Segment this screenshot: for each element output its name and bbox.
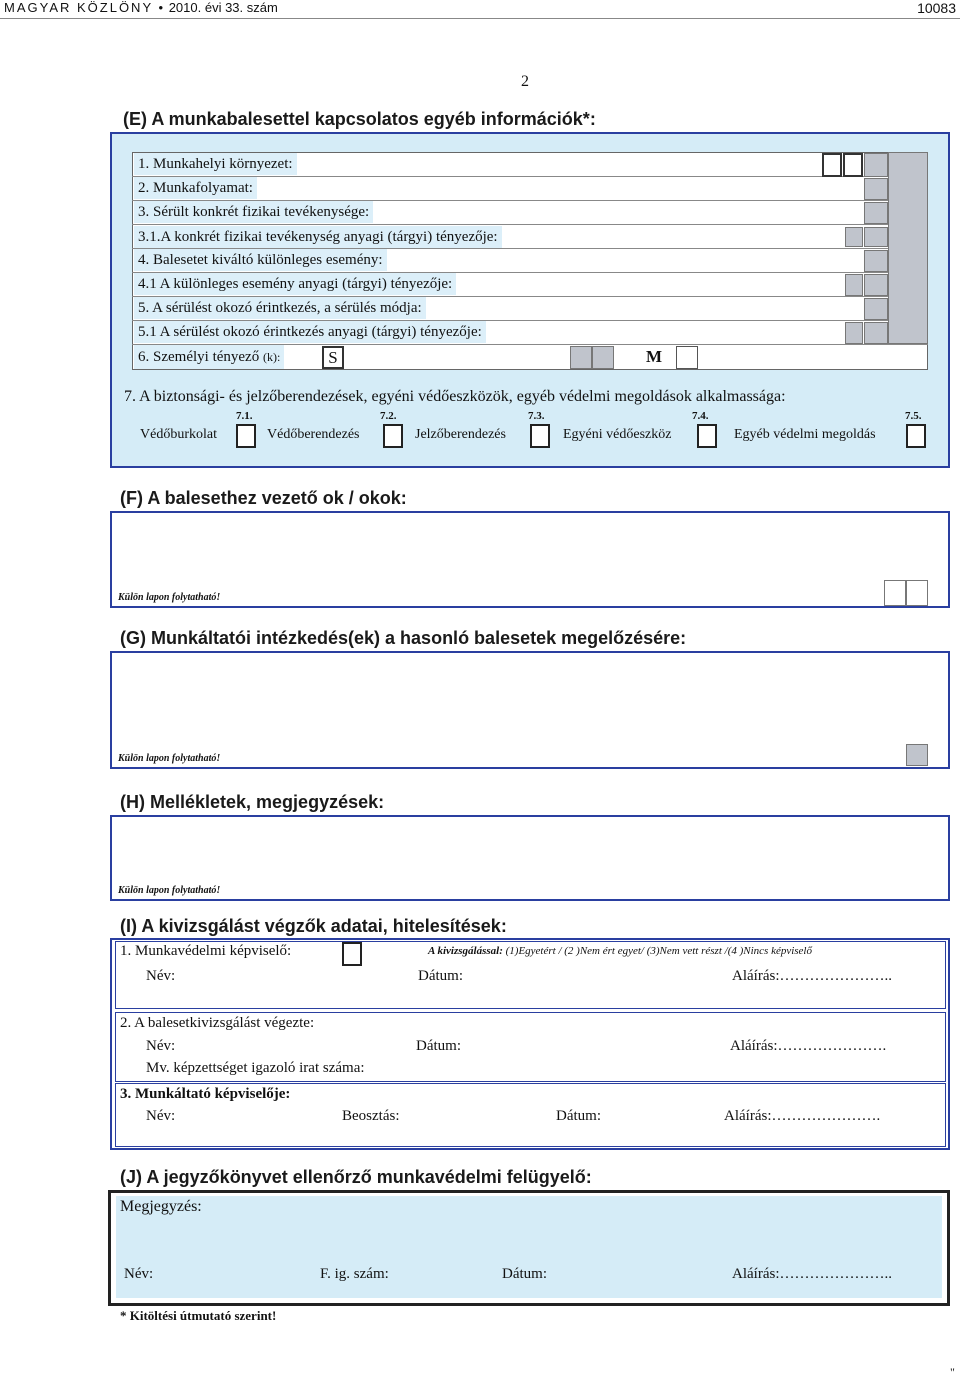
code-cell[interactable] [864,227,888,247]
section-f-title: (F) A balesethez vezető ok / okok: [120,488,407,508]
form-page-number: 2 [521,73,529,90]
code-cell[interactable] [843,153,863,177]
corner-mark: " [950,1365,955,1379]
section-e-title: (E) A munkabalesettel kapcsolatos egyéb információk*: [123,109,596,129]
opt-7-2-checkbox[interactable] [383,424,403,448]
row-2-label: 2. Munkafolyamat: [134,177,257,199]
row-31-label: 3.1.A konkrét fizikai tevékenység anyagi (tárgyi) tényezője: [134,226,502,248]
row-divider [132,272,928,273]
section-g-title: (G) Munkáltatói intézkedés(ek) a hasonló balesetek megelőzésére: [120,628,687,648]
row-41-label: 4.1 A különleges esemény anyagi (tárgyi) tényezője: [134,273,456,295]
code-cell[interactable] [845,322,863,344]
row-divider [132,320,928,321]
section-h-note: Külön lapon folytatható! [118,885,221,896]
p2-label: 2. A balesetkivizsgálást végezte: [120,1015,315,1031]
p1-legend: A kivizsgálással: (1)Egyetért / (2 )Nem ért egyet/ (3)Nem vett részt /(4 )Nincs képviselő [428,945,812,957]
p1-alairas: Aláírás:………………….. [732,968,892,984]
opt-7-5-label: Egyéb védelmi megoldás [734,427,876,442]
section-f-note: Külön lapon folytatható! [118,592,221,603]
opt-7-5-num: 7.5. [905,410,922,422]
opt-7-4-num: 7.4. [692,410,709,422]
opt-7-3-num: 7.3. [528,410,545,422]
row-3-label: 3. Sérült konkrét fizikai tevékenysége: [134,201,373,223]
header-divider [0,18,960,19]
p3-alairas: Aláírás:…………………. [724,1108,881,1124]
p2-nev: Név: [146,1038,176,1054]
p3-beosztas: Beosztás: [342,1108,400,1124]
opt-7-1-num: 7.1. [236,410,253,422]
section-g-note: Külön lapon folytatható! [118,753,221,764]
row-1-label: 1. Munkahelyi környezet: [134,153,297,175]
row-divider [132,176,928,177]
j-alairas: Aláírás:………………….. [732,1266,892,1282]
code-cell[interactable] [864,202,888,224]
section-h-title: (H) Mellékletek, megjegyzések: [120,792,385,812]
code-cell[interactable] [884,580,906,606]
row-6-cell[interactable] [592,346,614,369]
item-7-title: 7. A biztonsági- és jelzőberendezések, egyéni védőeszközök, egyéb védelmi megoldások alkalmassága: [124,388,786,405]
opt-7-1-checkbox[interactable] [236,424,256,448]
opt-7-5-checkbox[interactable] [906,424,926,448]
p3-nev: Név: [146,1108,176,1124]
code-cell[interactable] [864,298,888,320]
section-i-title: (I) A kivizsgálást végzők adatai, hitelesítések: [120,916,507,936]
row-6-m-label: M [646,347,663,366]
row-6-cell[interactable] [570,346,592,369]
code-cell[interactable] [906,580,928,606]
code-cell[interactable] [845,227,863,247]
row-6-label: 6. Személyi tényező (k): [134,345,284,369]
code-cell[interactable] [864,322,888,344]
code-cell[interactable] [864,178,888,200]
p1-label: 1. Munkavédelmi képviselő: [120,943,292,959]
p2-mv: Mv. képzettséget igazoló irat száma: [146,1060,365,1076]
p2-alairas: Aláírás:…………………. [730,1038,887,1054]
p1-checkbox[interactable] [342,942,362,966]
row-divider [132,296,928,297]
j-figszam: F. ig. szám: [320,1266,389,1282]
row-4-label: 4. Balesetet kiváltó különleges esemény: [134,249,387,271]
p1-datum: Dátum: [418,968,463,984]
opt-7-4-checkbox[interactable] [697,424,717,448]
opt-7-4-label: Egyéni védőeszköz [563,427,672,442]
opt-7-3-checkbox[interactable] [530,424,550,448]
p3-label: 3. Munkáltató képviselője: [120,1086,291,1102]
row-divider [132,224,928,225]
code-cell[interactable] [864,153,888,177]
j-datum: Dátum: [502,1266,547,1282]
row-divider [132,248,928,249]
opt-7-2-label: Védőberendezés [267,427,360,442]
row-5-label: 5. A sérülést okozó érintkezés, a sérülés módja: [134,297,426,319]
j-nev: Név: [124,1266,154,1282]
section-j-title: (J) A jegyzőkönyvet ellenőrző munkavédelmi felügyelő: [120,1167,592,1187]
page-header-number: 10083 [917,0,956,16]
opt-7-3-label: Jelzőberendezés [415,427,506,442]
p3-datum: Dátum: [556,1108,601,1124]
opt-7-2-num: 7.2. [380,410,397,422]
code-column [888,152,928,344]
code-cell[interactable] [845,274,863,296]
row-51-label: 5.1 A sérülést okozó érintkezés anyagi (tárgyi) tényezője: [134,321,486,343]
row-divider [132,200,928,201]
row-6-s-cell[interactable]: S [322,346,344,369]
p2-datum: Dátum: [416,1038,461,1054]
opt-7-1-label: Védőburkolat [140,427,217,442]
code-cell[interactable] [822,153,842,177]
section-h-box[interactable] [110,815,950,901]
code-cell[interactable] [864,274,888,296]
j-megjegyzes: Megjegyzés: [120,1198,202,1215]
row-6-m-cell[interactable] [676,346,698,369]
p1-nev: Név: [146,968,176,984]
j-footnote: * Kitöltési útmutató szerint! [120,1308,277,1323]
gazette-name: MAGYAR KÖZLÖNY • 2010. évi 33. szám [4,0,278,15]
code-cell[interactable] [906,744,928,766]
section-f-box[interactable] [110,511,950,608]
section-g-box[interactable] [110,651,950,769]
code-cell[interactable] [864,250,888,272]
